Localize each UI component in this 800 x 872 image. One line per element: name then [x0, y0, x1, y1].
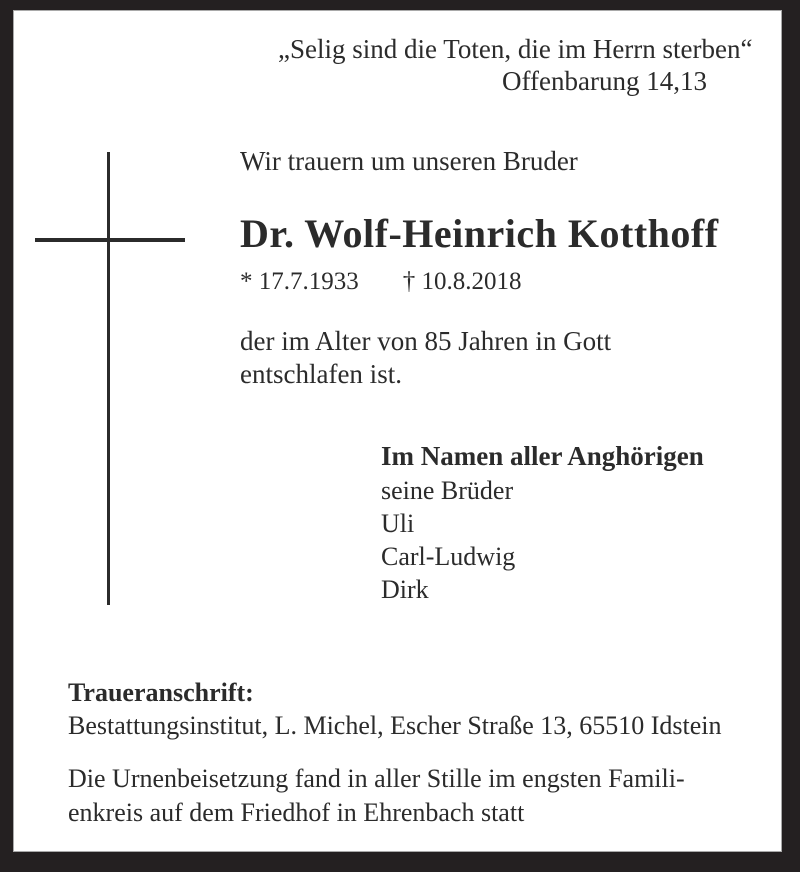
deceased-name: Dr. Wolf-Heinrich Kotthoff [240, 211, 719, 256]
mourners-relation: seine Brüder [381, 476, 514, 505]
obituary-body-line1: der im Alter von 85 Jahren in Gott [240, 326, 612, 356]
bible-quote: „Selig sind die Toten, die im Herrn sterben“ [278, 34, 753, 64]
life-dates [240, 267, 522, 297]
birth-date: * 17.7.1933 [240, 268, 359, 295]
mourners-heading: Im Namen aller Anghörigen [381, 441, 704, 471]
cross-horizontal-bar [35, 238, 185, 242]
burial-info [68, 762, 685, 830]
obituary-body-line2: entschlafen ist. [240, 359, 402, 389]
mourning-address: Bestattungsinstitut, L. Michel, Escher Straße 13, 65510 Idstein [68, 711, 722, 740]
cross-vertical-bar [107, 152, 110, 605]
burial-info-line1: Die Urnenbeisetzung fand in aller Stille im engsten Famili- [68, 764, 685, 793]
obituary-card [13, 10, 782, 852]
burial-info-line2: enkreis auf dem Friedhof in Ehrenbach statt [68, 798, 525, 827]
mourners-list [381, 474, 515, 606]
mourning-intro: Wir trauern um unseren Bruder [240, 146, 578, 176]
mourner-name: Carl-Ludwig [381, 542, 516, 571]
obituary-body [240, 325, 611, 391]
mourner-name: Uli [381, 509, 415, 538]
death-date: † 10.8.2018 [402, 268, 522, 295]
bible-quote-source: Offenbarung 14,13 [502, 66, 707, 96]
mourning-address-heading: Traueranschrift: [68, 678, 254, 707]
mourner-name: Dirk [381, 575, 429, 604]
